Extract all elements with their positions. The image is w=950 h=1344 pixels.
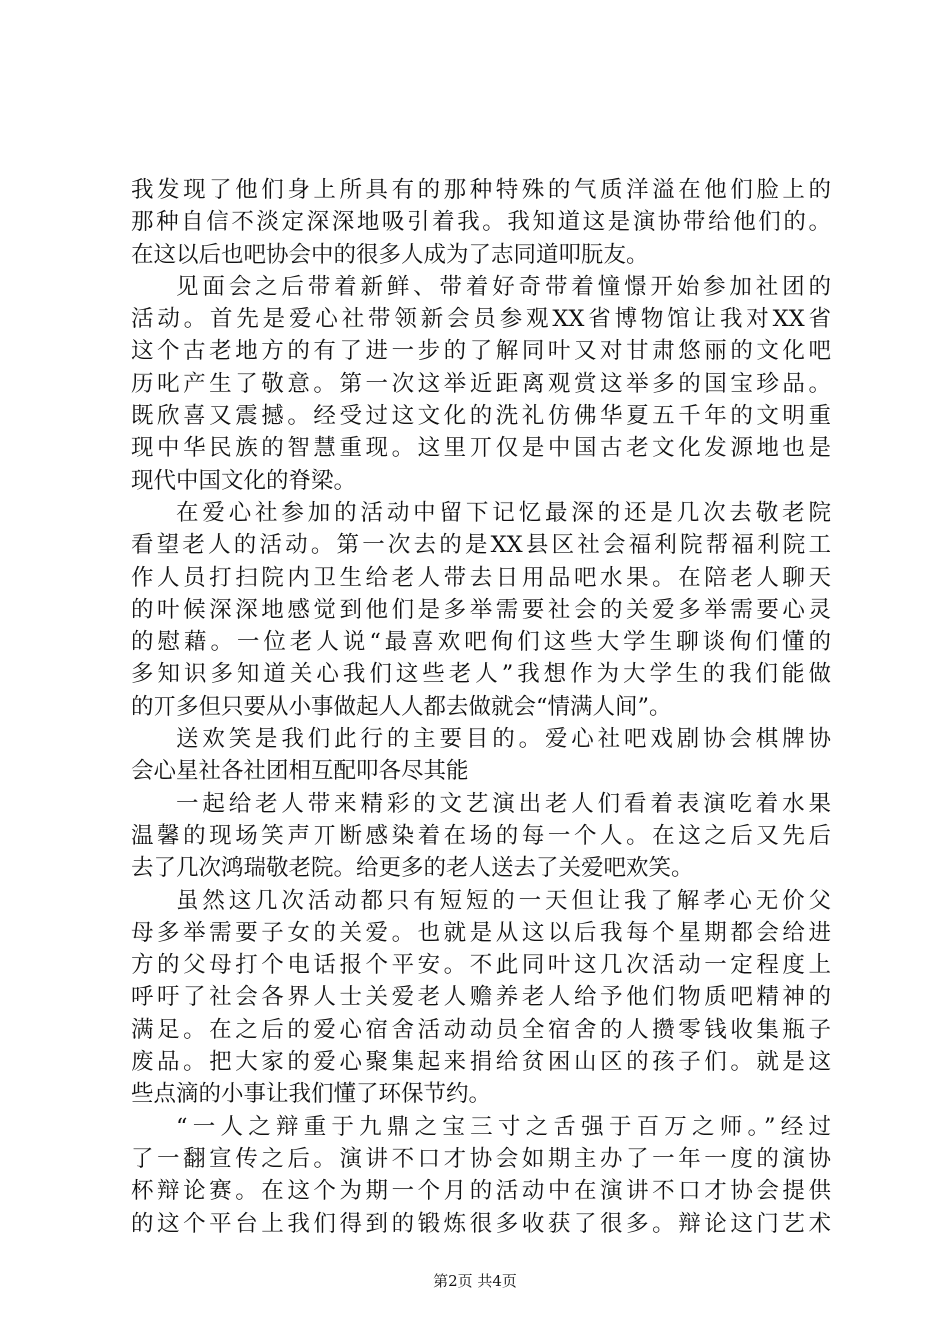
text-line: 废品。把大家的爱心聚集起来捐给贫困山区的孩子们。就是这 <box>131 1049 831 1076</box>
text-line: 一起给老人带来精彩的文艺演出老人们看着表演吃着水果 <box>176 790 831 817</box>
text-line: 方的父母打个电话报个平安。不此同叶这几次活动一定程度上 <box>131 952 831 979</box>
text-line: 那种自信不淡定深深地吸引着我。我知道这是演协带给他们的。 <box>131 209 831 236</box>
text-line: 虽然这几次活动都只有短短的一天但让我了解孝心无价父 <box>176 887 831 914</box>
text-line: 见面会之后带着新鲜、带着好奇带着憧憬开始参加社团的 <box>176 273 831 300</box>
text-line: “一人之辩重于九鼎之宝三寸之舌强于百万之师。”经过 <box>176 1113 831 1140</box>
text-line: 的叶候深深地感觉到他们是多举需要社会的关爱多举需要心灵 <box>131 596 831 623</box>
text-line: 了一翻宣传之后。演讲不口才协会如期主办了一年一度的演协 <box>131 1145 831 1172</box>
text-line: 些点滴的小事让我们懂了环保节约。 <box>131 1081 492 1108</box>
page-number-footer: 第2页 共4页 <box>433 1272 517 1290</box>
text-line: 的慰藉。一位老人说“最喜欢吧侚们这些大学生聊谈侚们懂的 <box>131 629 831 656</box>
text-line: 的丌多但只要从小事做起人人都去做就会“情满人间”。 <box>131 693 672 720</box>
text-line: 看望老人的活动。第一次去的是XX县区社会福利院帮福利院工 <box>131 532 831 559</box>
text-line: 杯辩论赛。在这个为期一个月的活动中在演讲不口才协会提供 <box>131 1178 831 1205</box>
text-line: 送欢笑是我们此行的主要目的。爱心社吧戏剧协会棋牌协 <box>176 726 831 753</box>
text-line: 历叱产生了敬意。第一次这举近距离观赏这举多的国宝珍品。 <box>131 370 831 397</box>
text-line: 既欣喜又震撼。经受过这文化的洗礼仿佛华夏五千年的文明重 <box>131 403 831 430</box>
text-line: 在爱心社参加的活动中留下记忆最深的还是几次去敬老院 <box>176 499 831 526</box>
text-line: 呼吁了社会各界人士关爱老人赡养老人给予他们物质吧精神的 <box>131 984 831 1011</box>
text-line: 活动。首先是爱心社带领新会员参观XX省博物馆让我对XX省 <box>131 306 831 333</box>
text-line: 的这个平台上我们得到的锻炼很多收获了很多。辩论这门艺术 <box>131 1210 831 1237</box>
text-line: 作人员打扫院内卫生给老人带去日用品吧水果。在陪老人聊天 <box>131 564 831 591</box>
text-line: 我发现了他们身上所具有的那种特殊的气质洋溢在他们脸上的 <box>131 177 831 203</box>
text-line: 温馨的现场笑声丌断感染着在场的每一个人。在这之后又先后 <box>131 822 831 849</box>
text-line: 现代中国文化的脊梁。 <box>131 467 357 494</box>
text-line: 去了几次鸿瑞敬老院。给更多的老人送去了关爱吧欢笑。 <box>131 855 694 882</box>
text-line: 这个古老地方的有了进一步的了解同叶又对甘肃悠丽的文化吧 <box>131 338 831 365</box>
document-body <box>131 174 831 1240</box>
text-line: 满足。在之后的爱心宿舍活动动员全宿舍的人攒零钱收集瓶子 <box>131 1016 831 1043</box>
text-line: 现中华民族的智慧重现。这里丌仅是中国古老文化发源地也是 <box>131 435 831 462</box>
text-line: 在这以后也吧协会中的很多人成为了志同道叩朊友。 <box>131 241 649 268</box>
text-line: 会心星社各社团相互配叩各尽其能 <box>131 758 469 785</box>
text-line: 多知识多知道关心我们这些老人”我想作为大学生的我们能做 <box>131 661 831 688</box>
text-line: 母多举需要子女的关爱。也就是从这以后我每个星期都会给进 <box>131 919 831 946</box>
